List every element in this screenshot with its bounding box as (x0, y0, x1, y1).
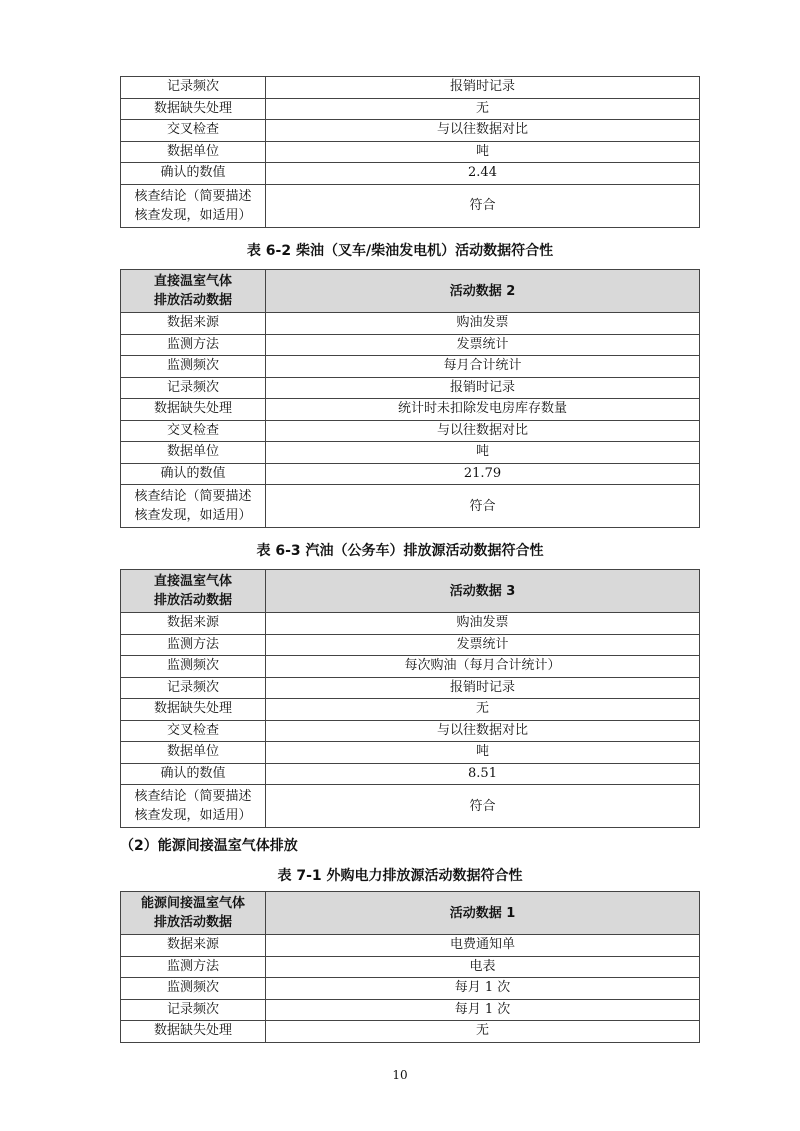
table-header-row (121, 570, 700, 613)
row-value-cell: 吨 (266, 742, 700, 764)
row-label-cell: 数据缺失处理 (121, 98, 266, 120)
table-header-row (121, 270, 700, 313)
conclusion-label-cell-line2: 核查发现，如适用） (134, 808, 252, 823)
row-value-cell: 购油发票 (266, 313, 700, 335)
row-value-cell: 无 (266, 699, 700, 721)
header-label-cell (121, 270, 266, 313)
row-label-cell: 数据来源 (121, 935, 266, 957)
table-6-1-continued (120, 76, 700, 228)
row-label-cell: 监测频次 (121, 978, 266, 1000)
header-value-cell: 活动数据 1 (266, 892, 700, 935)
row-label-cell: 数据来源 (121, 613, 266, 635)
row-label-cell: 记录频次 (121, 377, 266, 399)
conclusion-label-cell (121, 785, 266, 828)
row-value-cell: 吨 (266, 141, 700, 163)
table-header-row (121, 892, 700, 935)
row-label-cell: 确认的数值 (121, 463, 266, 485)
conclusion-value-cell: 符合 (266, 184, 700, 227)
section-heading: （2）能源间接温室气体排放 (120, 838, 298, 854)
table-row (121, 377, 700, 399)
row-value-cell: 每月 1 次 (266, 999, 700, 1021)
row-label-cell: 监测方法 (121, 634, 266, 656)
conclusion-label-cell-line2: 核查发现，如适用） (134, 207, 252, 223)
header-label-cell-line1: 直接温室气体 (153, 274, 232, 289)
row-label-cell: 监测频次 (121, 356, 266, 378)
row-value-cell: 与以往数据对比 (266, 120, 700, 142)
row-value-cell: 购油发票 (266, 613, 700, 635)
row-label-cell: 记录频次 (121, 999, 266, 1021)
table-row (121, 1021, 700, 1043)
row-label-cell: 监测方法 (121, 956, 266, 978)
row-value-cell: 2.44 (266, 163, 700, 185)
header-label-cell (121, 892, 266, 935)
table-row (121, 656, 700, 678)
header-label-cell (121, 570, 266, 613)
conclusion-label-cell (121, 184, 266, 227)
row-value-cell: 发票统计 (266, 634, 700, 656)
row-value-cell: 统计时未扣除发电房库存数量 (266, 399, 700, 421)
table-row (121, 463, 700, 485)
row-label-cell: 数据单位 (121, 742, 266, 764)
row-value-cell: 报销时记录 (266, 377, 700, 399)
row-value-cell: 电表 (266, 956, 700, 978)
row-value-cell: 21.79 (266, 463, 700, 485)
row-value-cell: 每月合计统计 (266, 356, 700, 378)
table-row (121, 334, 700, 356)
row-label-cell: 数据缺失处理 (121, 1021, 266, 1043)
table-row (121, 77, 700, 99)
row-value-cell: 电费通知单 (266, 935, 700, 957)
table-row (121, 356, 700, 378)
table-row (121, 442, 700, 464)
header-label-cell-line2: 排放活动数据 (153, 593, 232, 608)
table-row (121, 399, 700, 421)
conclusion-value-cell: 符合 (266, 485, 700, 528)
table-row (121, 98, 700, 120)
row-label-cell: 确认的数值 (121, 763, 266, 785)
table-row (121, 677, 700, 699)
row-value-cell: 吨 (266, 442, 700, 464)
table-row (121, 613, 700, 635)
conclusion-value-cell: 符合 (266, 785, 700, 828)
row-value-cell: 报销时记录 (266, 77, 700, 99)
row-label-cell: 确认的数值 (121, 163, 266, 185)
row-label-cell: 监测频次 (121, 656, 266, 678)
table-row (121, 313, 700, 335)
header-label-cell-line2: 排放活动数据 (153, 915, 232, 930)
table-row (121, 956, 700, 978)
row-label-cell: 数据缺失处理 (121, 699, 266, 721)
row-label-cell: 数据单位 (121, 442, 266, 464)
table-row (121, 742, 700, 764)
table-row (121, 163, 700, 185)
conclusion-label-cell-line1: 核查结论（简要描述 (134, 489, 252, 504)
conclusion-row (121, 184, 700, 227)
row-label-cell: 交叉检查 (121, 720, 266, 742)
table-6-2 (120, 269, 700, 528)
table-6-3 (120, 569, 700, 828)
header-value-cell: 活动数据 2 (266, 270, 700, 313)
row-label-cell: 记录频次 (121, 677, 266, 699)
table-row (121, 420, 700, 442)
table-row (121, 978, 700, 1000)
table-row (121, 999, 700, 1021)
table-row (121, 720, 700, 742)
conclusion-label-cell-line1: 核查结论（简要描述 (134, 188, 252, 204)
row-value-cell: 发票统计 (266, 334, 700, 356)
conclusion-label-cell (121, 485, 266, 528)
row-value-cell: 8.51 (266, 763, 700, 785)
header-label-cell-line2: 排放活动数据 (153, 293, 232, 308)
header-value-cell: 活动数据 3 (266, 570, 700, 613)
row-value-cell: 无 (266, 1021, 700, 1043)
row-label-cell: 数据缺失处理 (121, 399, 266, 421)
page-number: 10 (392, 1068, 408, 1082)
conclusion-row (121, 785, 700, 828)
row-value-cell: 每月 1 次 (266, 978, 700, 1000)
row-label-cell: 记录频次 (121, 77, 266, 99)
conclusion-label-cell-line1: 核查结论（简要描述 (134, 789, 252, 804)
row-label-cell: 数据单位 (121, 141, 266, 163)
table-6-3-caption: 表 6-3 汽油（公务车）排放源活动数据符合性 (256, 543, 544, 559)
row-label-cell: 监测方法 (121, 334, 266, 356)
table-row (121, 120, 700, 142)
table-row (121, 141, 700, 163)
header-label-cell-line1: 直接温室气体 (153, 574, 232, 589)
table-row (121, 634, 700, 656)
row-label-cell: 交叉检查 (121, 420, 266, 442)
row-value-cell: 无 (266, 98, 700, 120)
table-7-1 (120, 891, 700, 1043)
table-row (121, 935, 700, 957)
row-value-cell: 与以往数据对比 (266, 420, 700, 442)
row-value-cell: 每次购油（每月合计统计） (266, 656, 700, 678)
row-label-cell: 数据来源 (121, 313, 266, 335)
table-row (121, 763, 700, 785)
conclusion-row (121, 485, 700, 528)
row-value-cell: 报销时记录 (266, 677, 700, 699)
table-6-2-caption: 表 6-2 柴油（叉车/柴油发电机）活动数据符合性 (246, 243, 554, 259)
header-label-cell-line1: 能源间接温室气体 (140, 896, 245, 911)
table-row (121, 699, 700, 721)
row-label-cell: 交叉检查 (121, 120, 266, 142)
table-7-1-caption: 表 7-1 外购电力排放源活动数据符合性 (277, 868, 523, 884)
conclusion-label-cell-line2: 核查发现，如适用） (134, 508, 252, 523)
row-value-cell: 与以往数据对比 (266, 720, 700, 742)
